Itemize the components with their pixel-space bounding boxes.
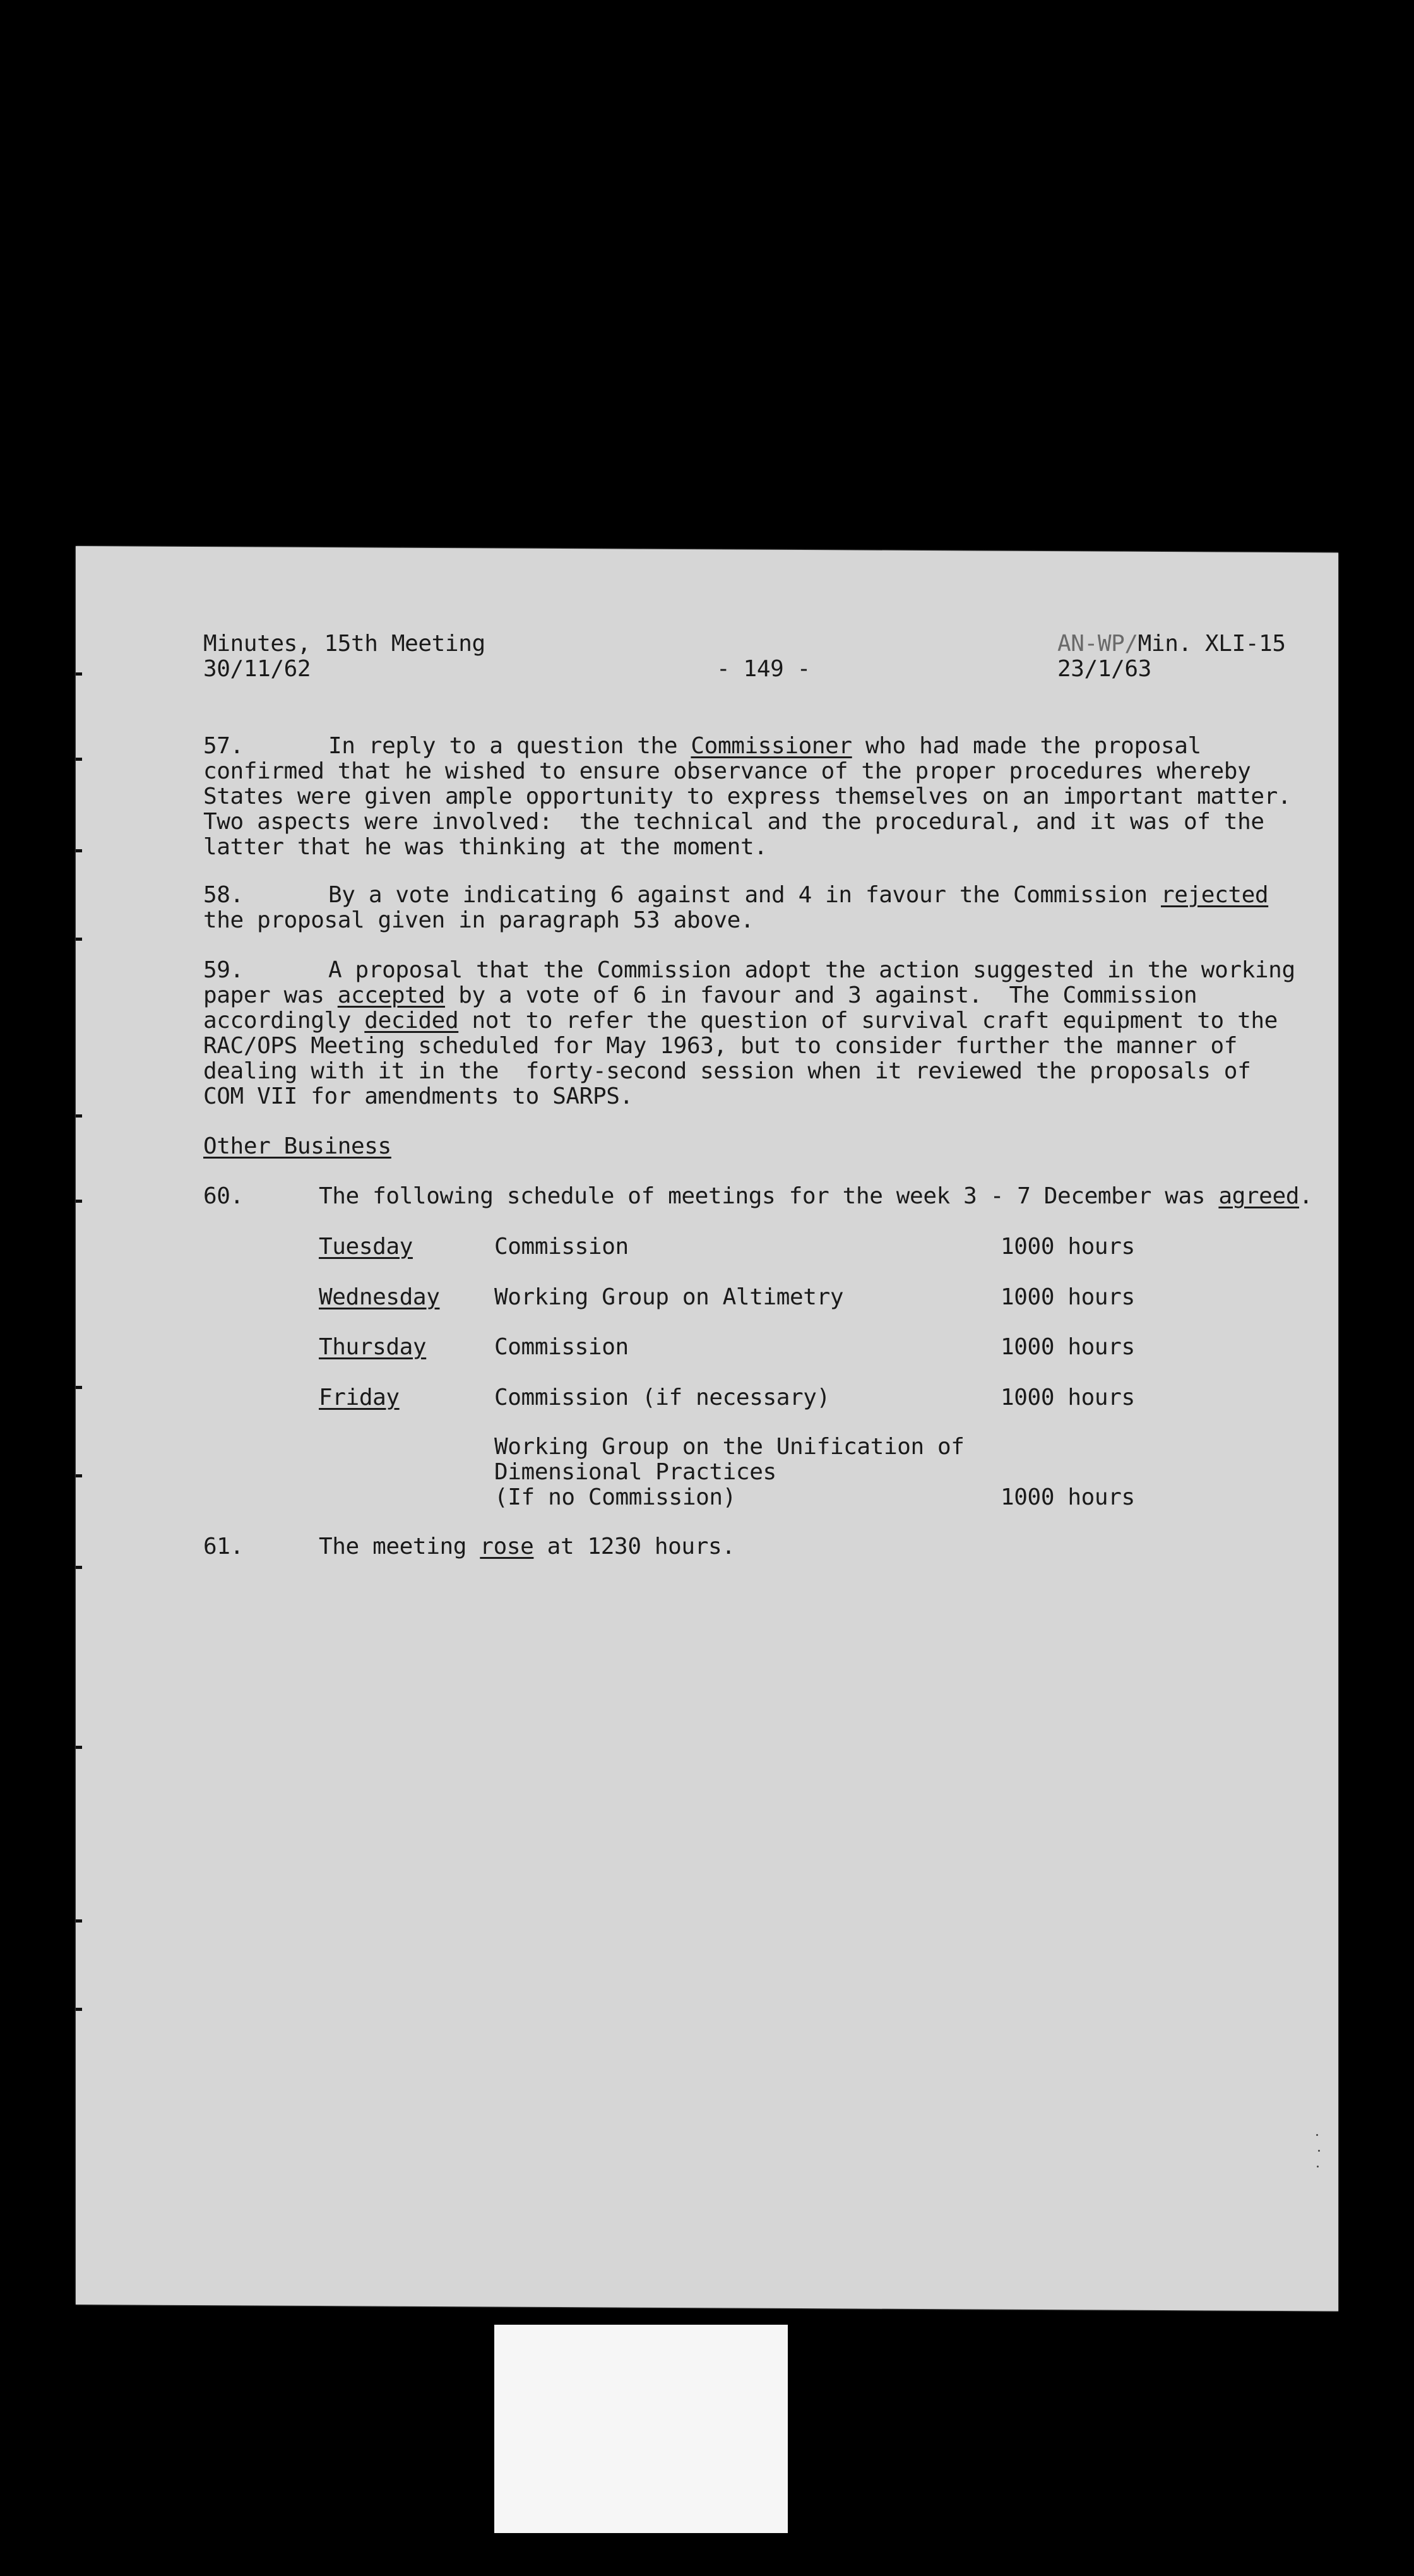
paragraph-line: States were given ample opportunity to express themselves on an important matter. [203, 784, 1292, 809]
schedule-body: Commission [494, 1234, 629, 1260]
schedule-body: Commission [494, 1334, 629, 1360]
schedule-time: 1000 hours [1001, 1234, 1135, 1260]
paragraph-line: By a vote indicating 6 against and 4 in favour the Commission rejected [328, 882, 1269, 908]
paragraph-number: 60. [203, 1183, 244, 1209]
schedule-body: Working Group on Altimetry [494, 1284, 844, 1310]
paragraph-line: The meeting rose at 1230 hours. [319, 1534, 735, 1559]
schedule-day: Tuesday [319, 1234, 413, 1260]
underlined-word: Commissioner [691, 733, 852, 759]
schedule-time: 1000 hours [1001, 1385, 1135, 1410]
edge-mark [76, 2008, 82, 2011]
edge-mark [76, 1746, 82, 1749]
section-heading: Other Business [203, 1133, 391, 1159]
underlined-word: rejected [1160, 882, 1269, 908]
schedule-time: 1000 hours [1001, 1484, 1135, 1510]
paragraph-line: confirmed that he wished to ensure observance of the proper procedures whereby [203, 758, 1251, 784]
paragraph-line: The following schedule of meetings for the week 3 - 7 December was agreed. [319, 1183, 1313, 1209]
underlined-word: accepted [337, 982, 445, 1008]
document-reference [1057, 631, 1286, 657]
schedule-day: Friday [319, 1385, 400, 1410]
header-meeting-date: 30/11/62 [203, 656, 311, 682]
paragraph-number: 57. [203, 733, 244, 759]
blank-slip [494, 2325, 788, 2533]
edge-mark [76, 1566, 82, 1569]
reference-rest: Min. XLI-15 [1138, 631, 1286, 657]
paragraph-line: RAC/OPS Meeting scheduled for May 1963, but to consider further the manner of [203, 1033, 1238, 1059]
underlined-word: decided [364, 1008, 459, 1034]
schedule-body: (If no Commission) [494, 1484, 736, 1510]
page-number: - 149 - [716, 656, 811, 682]
edge-mark [76, 1474, 82, 1477]
paragraph-line: Two aspects were involved: the technical and the procedural, and it was of the [203, 809, 1264, 835]
paragraph-number: 59. [203, 957, 244, 983]
schedule-body: Dimensional Practices [494, 1459, 776, 1485]
schedule-body: Commission (if necessary) [494, 1385, 830, 1410]
schedule-day: Wednesday [319, 1284, 440, 1310]
header-meeting-title: Minutes, 15th Meeting [203, 631, 485, 657]
paragraph-line: accordingly decided not to refer the question of survival craft equipment to the [203, 1008, 1278, 1034]
reference-date: 23/1/63 [1057, 656, 1151, 682]
schedule-body: Working Group on the Unification of [494, 1434, 965, 1460]
paragraph-line: paper was accepted by a vote of 6 in favour and 3 against. The Commission [203, 982, 1197, 1008]
underlined-word: agreed [1218, 1183, 1300, 1209]
reference-prefix: AN-WP/ [1057, 631, 1138, 657]
edge-mark [76, 849, 82, 852]
schedule-time: 1000 hours [1001, 1334, 1135, 1360]
paragraph-line: COM VII for amendments to SARPS. [203, 1083, 633, 1109]
schedule-time: 1000 hours [1001, 1284, 1135, 1310]
paragraph-line: dealing with it in the forty-second session when it reviewed the proposals of [203, 1058, 1251, 1084]
underlined-word: rose [480, 1534, 534, 1559]
edge-mark [76, 758, 82, 761]
edge-mark [76, 1919, 82, 1923]
paragraph-number: 61. [203, 1534, 244, 1559]
edge-mark [76, 1114, 82, 1118]
edge-mark [76, 938, 82, 941]
edge-mark [76, 1200, 82, 1203]
scan-speck [1317, 2166, 1319, 2168]
paragraph-line: the proposal given in paragraph 53 above. [203, 907, 754, 933]
paragraph-line: A proposal that the Commission adopt the action suggested in the working [328, 957, 1295, 983]
edge-mark [76, 1386, 82, 1389]
paragraph-line: latter that he was thinking at the moment. [203, 834, 768, 860]
edge-mark [76, 672, 82, 676]
paragraph-line: In reply to a question the Commissioner who had made the proposal [328, 733, 1201, 759]
scan-speck [1318, 2150, 1320, 2152]
schedule-day: Thursday [319, 1334, 427, 1360]
paragraph-number: 58. [203, 882, 244, 908]
scan-speck [1316, 2134, 1318, 2136]
